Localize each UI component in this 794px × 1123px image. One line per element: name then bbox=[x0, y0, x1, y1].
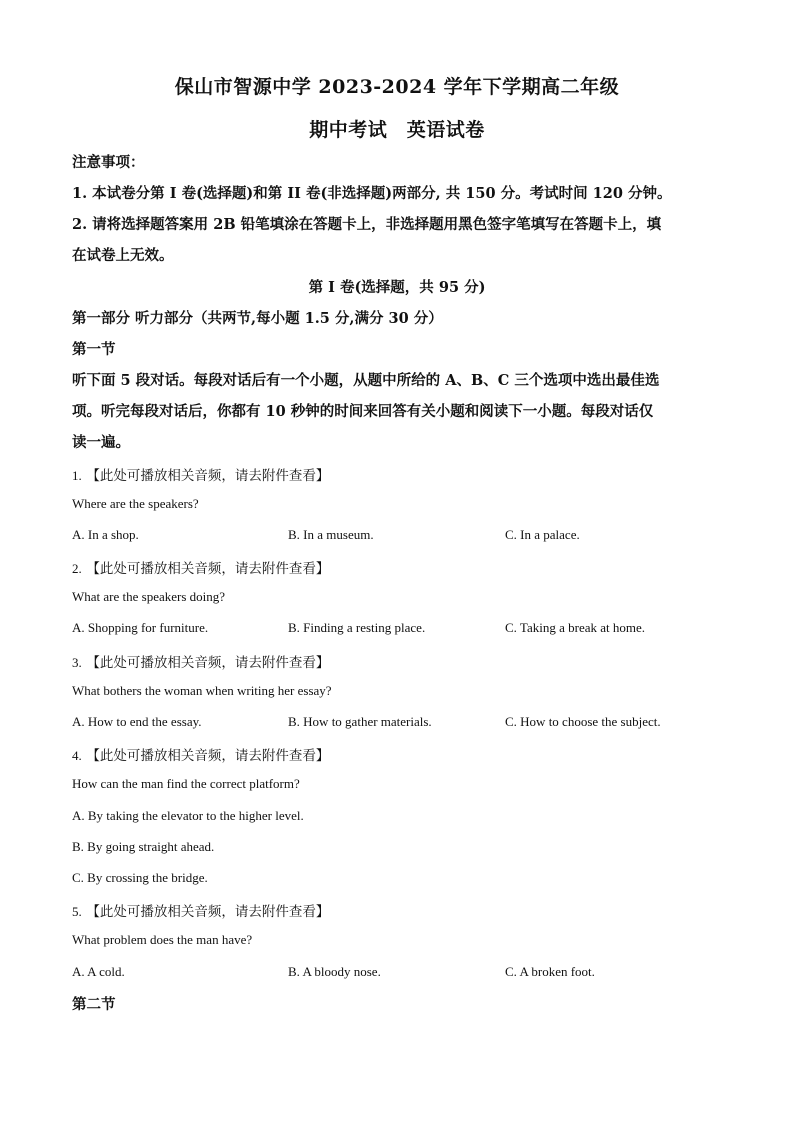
question-3-stem: What bothers the woman when writing her essay? bbox=[72, 683, 332, 698]
question-5-audio bbox=[72, 900, 722, 920]
question-5-stem: What problem does the man have? bbox=[72, 932, 253, 947]
exam-title: 保山市智源中学 2023-2024 学年下学期高二年级 bbox=[174, 76, 620, 98]
question-number: 5. bbox=[72, 904, 82, 919]
audio-placeholder: 【此处可播放相关音频，请去附件查看】 bbox=[86, 655, 330, 671]
question-4-stem: How can the man find the correct platform? bbox=[72, 776, 300, 791]
question-1-option-a: A. In a shop. bbox=[72, 527, 139, 542]
instructions-line-3: 读一遍。 bbox=[72, 434, 130, 451]
question-3-option-c: C. How to choose the subject. bbox=[505, 714, 661, 729]
audio-placeholder: 【此处可播放相关音频，请去附件查看】 bbox=[86, 468, 330, 484]
question-3-option-b: B. How to gather materials. bbox=[288, 714, 432, 729]
question-1-stem: Where are the speakers? bbox=[72, 496, 199, 511]
note-item-2-line-2: 在试卷上无效。 bbox=[72, 247, 174, 264]
notes-heading: 注意事项： bbox=[72, 154, 145, 171]
question-5-option-c: C. A broken foot. bbox=[505, 964, 595, 979]
question-number: 2. bbox=[72, 561, 82, 576]
question-number: 4. bbox=[72, 748, 82, 763]
exam-subtitle: 期中考试 英语试卷 bbox=[309, 119, 485, 141]
question-4-audio bbox=[72, 744, 722, 764]
audio-placeholder: 【此处可播放相关音频，请去附件查看】 bbox=[86, 904, 330, 920]
section-title: 第 I 卷(选择题，共 95 分) bbox=[308, 279, 486, 296]
question-1-option-c: C. In a palace. bbox=[505, 527, 580, 542]
question-number: 1. bbox=[72, 468, 82, 483]
question-2-option-a: A. Shopping for furniture. bbox=[72, 620, 209, 635]
instructions-line-1: 听下面 5 段对话。每段对话后有一个小题，从题中所给的 A、B、C 三个选项中选出最佳选 bbox=[72, 372, 660, 389]
subsection-1-heading: 第一节 bbox=[72, 341, 116, 358]
question-1-audio bbox=[72, 464, 722, 484]
question-3-audio bbox=[72, 651, 722, 671]
subsection-2-heading: 第二节 bbox=[72, 996, 116, 1013]
instructions-line-2: 项。听完每段对话后，你都有 10 秒钟的时间来回答有关小题和阅读下一小题。每段对话仅 bbox=[72, 403, 654, 420]
question-5-option-b: B. A bloody nose. bbox=[288, 964, 381, 979]
question-3-option-a: A. How to end the essay. bbox=[72, 714, 202, 729]
question-number: 3. bbox=[72, 655, 82, 670]
question-2-audio bbox=[72, 557, 722, 577]
question-2-option-b: B. Finding a resting place. bbox=[288, 620, 426, 635]
question-5-option-a: A. A cold. bbox=[72, 964, 125, 979]
audio-placeholder: 【此处可播放相关音频，请去附件查看】 bbox=[86, 748, 330, 764]
note-item-2-line-1: 2. 请将选择题答案用 2B 铅笔填涂在答题卡上，非选择题用黑色签字笔填写在答题卡上，填 bbox=[72, 216, 662, 233]
question-4-option-c: C. By crossing the bridge. bbox=[72, 870, 208, 885]
audio-placeholder: 【此处可播放相关音频，请去附件查看】 bbox=[86, 561, 330, 577]
question-2-option-c: C. Taking a break at home. bbox=[505, 620, 646, 635]
question-1-option-b: B. In a museum. bbox=[288, 527, 374, 542]
part1-title: 第一部分 听力部分（共两节,每小题 1.5 分,满分 30 分） bbox=[72, 310, 443, 327]
question-2-stem: What are the speakers doing? bbox=[72, 589, 226, 604]
question-4-option-a: A. By taking the elevator to the higher level. bbox=[72, 808, 304, 823]
note-item-1: 1. 本试卷分第 I 卷(选择题)和第 II 卷(非选择题)两部分, 共 150 分。考试时间 120 分钟。 bbox=[72, 185, 672, 202]
question-4-option-b: B. By going straight ahead. bbox=[72, 839, 215, 854]
